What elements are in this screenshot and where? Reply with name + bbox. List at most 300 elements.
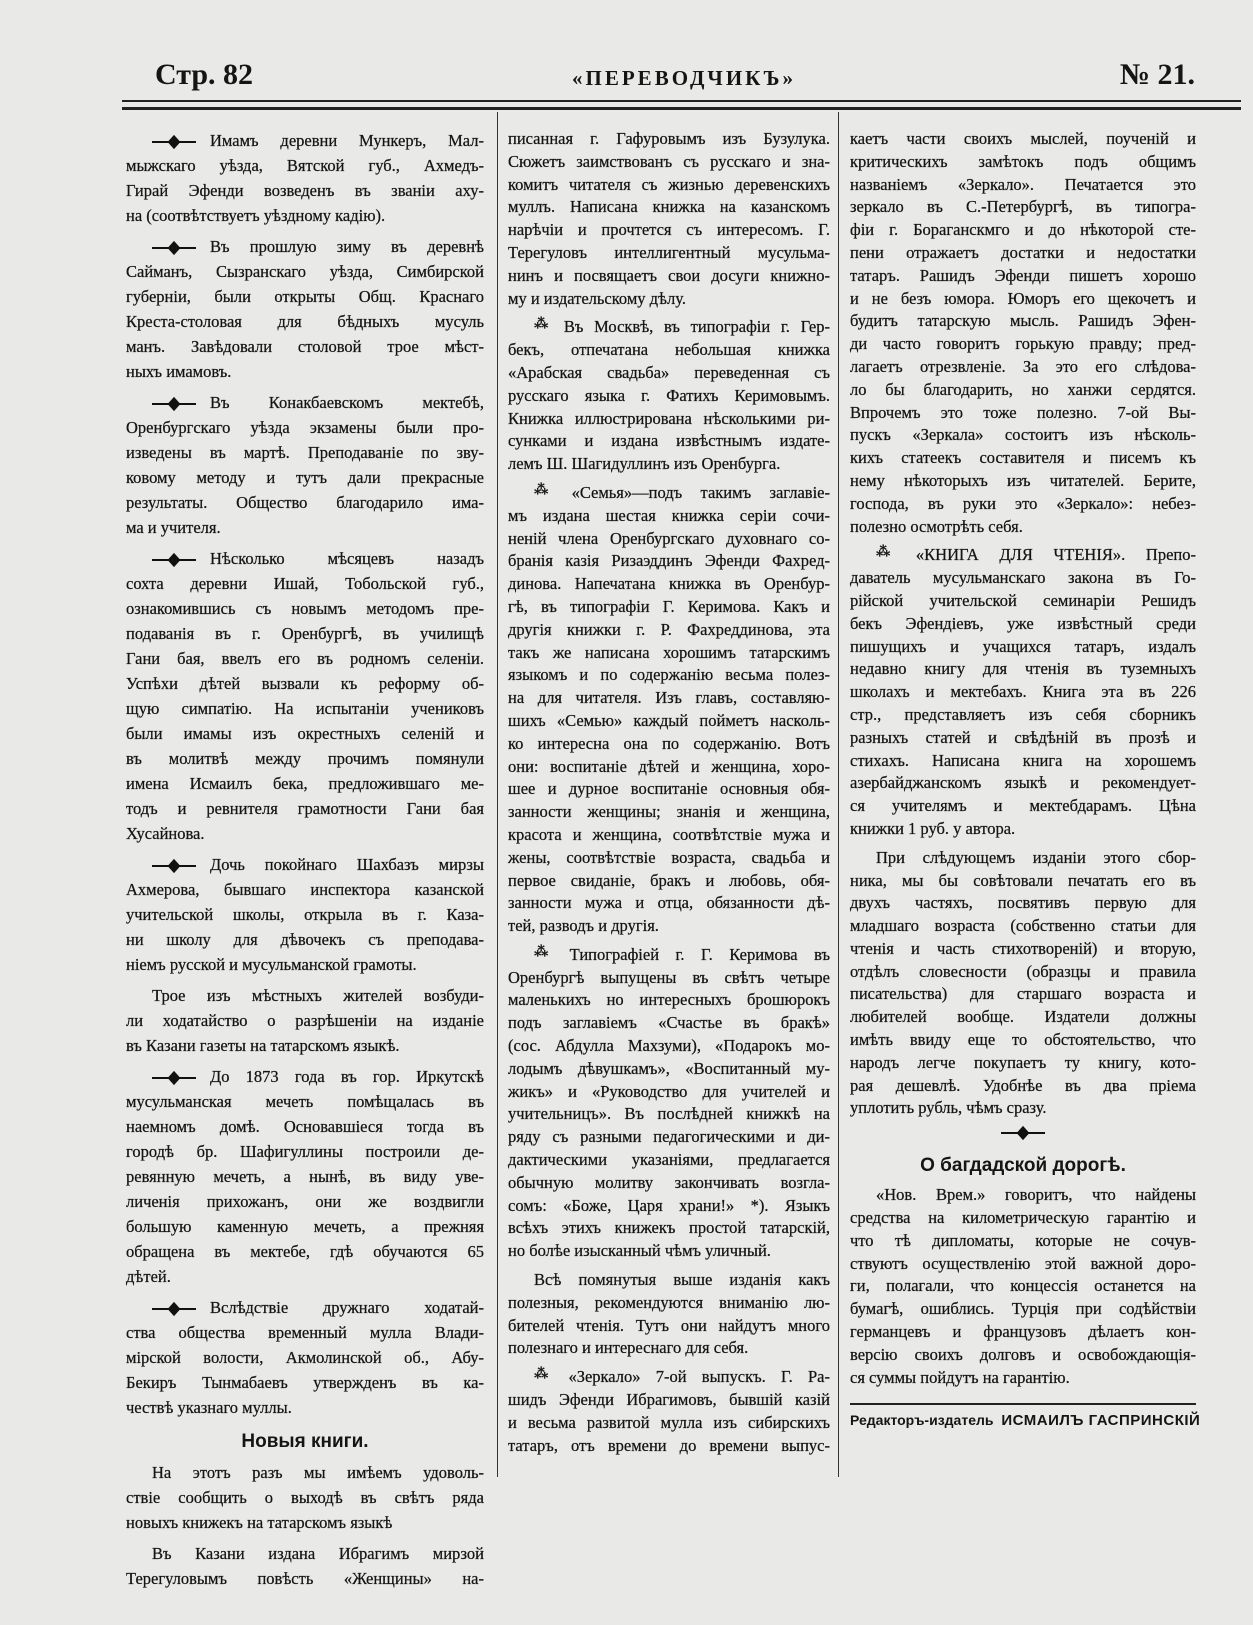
text-line — [850, 265, 1196, 288]
column-divider — [838, 112, 839, 1477]
text-line — [850, 128, 1196, 151]
text-line — [508, 915, 830, 938]
line-text: Вслѣдствіе дружнаго ходатай- — [210, 1298, 484, 1317]
line-text: татаръ, отъ времени до времени выпус- — [508, 1435, 830, 1455]
text-line — [850, 1052, 1196, 1075]
text-line — [508, 710, 830, 733]
article-paragraph — [850, 544, 1196, 840]
line-text: Имамъ деревни Мункеръ, Мал- — [210, 131, 484, 150]
text-line — [126, 1089, 484, 1114]
line-text: шее и дурное воспитаніе основныя обя- — [508, 779, 830, 799]
text-line — [850, 470, 1196, 493]
line-text: разныхъ статей и свѣдѣній въ прозѣ и — [850, 727, 1196, 747]
line-text: первое свиданіе, бракъ и любовь, обя- — [508, 870, 830, 890]
text-line — [850, 493, 1196, 516]
text-line — [850, 1367, 1196, 1390]
line-text: подъ заглавіемъ «Счастье въ бракѣ» — [508, 1013, 830, 1033]
line-text: господа, въ руки это «Зеркало»: небез- — [850, 493, 1196, 513]
text-line — [126, 1008, 484, 1033]
text-line — [508, 1366, 830, 1389]
line-text: школахъ и мектебахъ. Книга эта въ 226 — [850, 682, 1196, 702]
asterism-icon: ⁂ — [534, 317, 556, 333]
text-line — [850, 196, 1196, 219]
text-line — [508, 1035, 830, 1058]
text-line — [850, 750, 1196, 773]
article-paragraph — [126, 852, 484, 977]
text-line — [126, 1320, 484, 1345]
article-paragraph — [508, 316, 830, 476]
text-line — [508, 219, 830, 242]
ornament-divider — [850, 1126, 1196, 1144]
text-line — [508, 1081, 830, 1104]
text-line — [508, 1012, 830, 1035]
line-text: результаты. Общество благодарило има- — [126, 493, 484, 512]
text-line — [850, 219, 1196, 242]
text-line — [126, 490, 484, 515]
text-line — [508, 642, 830, 665]
article-paragraph — [126, 1295, 484, 1420]
text-line — [850, 1097, 1196, 1120]
text-line — [508, 1315, 830, 1338]
text-line — [850, 379, 1196, 402]
text-line — [126, 852, 484, 877]
text-line — [126, 696, 484, 721]
line-text: неній члена Оренбургскаго духовнаго со- — [508, 528, 830, 548]
text-line — [850, 892, 1196, 915]
newspaper-title: «ПЕРЕВОДЧИКЪ» — [572, 66, 796, 90]
line-text: маленькихъ но интересныхъ брошюрокъ — [508, 990, 830, 1010]
line-text: средства на километрическую гарантію и — [850, 1208, 1196, 1228]
text-line — [126, 621, 484, 646]
line-text: стр., представляетъ изъ себя сборникъ — [850, 704, 1196, 724]
text-line — [850, 658, 1196, 681]
line-text: стихахъ. Написана книга на хорошемъ — [850, 750, 1196, 770]
text-line — [126, 1370, 484, 1395]
text-line — [508, 316, 830, 339]
text-line — [850, 636, 1196, 659]
text-line — [850, 151, 1196, 174]
line-text: имѣть ввиду еще то обстоятельство, что — [850, 1030, 1196, 1050]
text-line — [508, 664, 830, 687]
line-text: Въ Москвѣ, въ типографіи г. Гер- — [563, 317, 830, 337]
text-line — [508, 1240, 830, 1263]
text-line — [850, 938, 1196, 961]
line-text: Терегуловъ интеллигентный мусульма- — [508, 242, 830, 262]
line-text: лодымъ дѣвушкамъ», «Воспитанный му- — [508, 1058, 830, 1078]
line-text: ся суммы пойдутъ на гарантію. — [850, 1367, 1070, 1387]
line-text: и не безъ юмора. Юморъ его щекочетъ и — [850, 288, 1196, 308]
text-line — [508, 1103, 830, 1126]
text-line — [508, 1389, 830, 1412]
line-text: губерніи, были открыты Общ. Краснаго — [126, 287, 484, 306]
text-line — [508, 1058, 830, 1081]
line-text: красота и женщина, соотвѣтствіе мужа и — [508, 824, 830, 844]
text-line — [850, 1207, 1196, 1230]
header-rule-thick — [122, 107, 1241, 110]
text-line — [508, 733, 830, 756]
line-text: въ Казани газеты на татарскомъ языкѣ. — [126, 1036, 400, 1055]
text-line — [126, 571, 484, 596]
line-text: манъ. Завѣдовали столовой трое мѣст- — [126, 337, 484, 356]
text-line — [126, 515, 484, 540]
issue-number: № 21. — [1119, 58, 1195, 91]
text-line — [126, 1214, 484, 1239]
asterism-icon: ⁂ — [534, 482, 564, 498]
line-text: ряду съ разными педагогическими и ди- — [508, 1127, 830, 1147]
line-text: ко интересна она по содержанію. Вотъ — [508, 733, 830, 753]
text-line — [850, 1006, 1196, 1029]
text-line — [850, 613, 1196, 636]
article-paragraph — [508, 1366, 830, 1457]
text-line — [508, 1269, 830, 1292]
text-line — [126, 1239, 484, 1264]
line-text: бумагѣ, ошиблись. Турція при содѣйствіи — [850, 1299, 1196, 1319]
section-heading: Новыя книги. — [241, 1431, 369, 1452]
line-text: чтенія и часть стихотвореній) и вторую, — [850, 938, 1196, 958]
line-text: При слѣдующемъ изданіи этого сбор- — [876, 847, 1196, 867]
line-text: ніемъ русской и мусульманской грамоты. — [126, 955, 417, 974]
asterism-icon: ⁂ — [876, 545, 908, 561]
line-text: сохта деревни Ишай, Тобольской губ., — [126, 574, 484, 593]
text-line — [126, 746, 484, 771]
text-line — [126, 284, 484, 309]
line-text: Хусайнова. — [126, 824, 205, 843]
text-line — [126, 1295, 484, 1320]
article-paragraph — [126, 983, 484, 1058]
text-line — [508, 505, 830, 528]
text-line — [126, 1485, 484, 1510]
text-line — [508, 196, 830, 219]
line-text: ковому методу и тутъ дали прекрасные — [126, 468, 484, 487]
text-line — [126, 671, 484, 696]
text-line — [126, 1064, 484, 1089]
text-line — [508, 778, 830, 801]
column-1 — [126, 128, 484, 1597]
line-text: рійской учительской семинаріи Решидъ — [850, 590, 1196, 610]
text-line — [850, 1230, 1196, 1253]
line-text: комитъ читателя съ жизнью деревенскихъ — [508, 174, 830, 194]
line-text: городѣ бр. Шафигуллины построили де- — [126, 1142, 484, 1161]
article-paragraph — [126, 1064, 484, 1289]
text-line — [126, 952, 484, 977]
line-text: сомъ: «Боже, Царя храни!» *). Языкъ — [508, 1195, 830, 1215]
text-line — [850, 1184, 1196, 1207]
text-line — [850, 847, 1196, 870]
line-text: занности мужа и отца, обязанности дѣ- — [508, 893, 830, 913]
line-text: Трое изъ мѣстныхъ жителей возбуди- — [152, 986, 484, 1005]
text-line — [126, 1345, 484, 1370]
line-text: Сайманъ, Сызранскаго уѣзда, Симбирской — [126, 262, 484, 281]
text-line — [508, 870, 830, 893]
line-text: младшаго возраста (собственно статьи для — [850, 916, 1196, 936]
line-text: Креста-столовая для бѣдныхъ мусуль — [126, 312, 484, 331]
line-text: До 1873 года въ гор. Иркутскѣ — [210, 1067, 484, 1086]
article-paragraph — [126, 128, 484, 228]
text-line — [850, 1253, 1196, 1276]
line-text: любителей вообще. Издатели должны — [850, 1007, 1196, 1027]
article-paragraph — [126, 234, 484, 384]
column-2 — [508, 128, 830, 1463]
text-line — [126, 821, 484, 846]
line-text: будитъ татарскую мысль. Рашидъ Эфен- — [850, 311, 1196, 331]
text-line — [508, 847, 830, 870]
line-text: на для читателя. Изъ главъ, составляю- — [508, 688, 830, 708]
line-text: жикъ» и «Руководство для учителей и — [508, 1081, 830, 1101]
text-line — [508, 528, 830, 551]
text-line — [850, 174, 1196, 197]
text-line — [508, 1149, 830, 1172]
line-text: Книжка иллюстрирована нѣсколькими ри- — [508, 408, 830, 428]
text-line — [508, 892, 830, 915]
article-paragraph — [850, 128, 1196, 538]
line-text: книжки 1 руб. у автора. — [850, 818, 1016, 838]
text-line — [126, 234, 484, 259]
line-text: тодъ и ревнителя грамотности Гани бая — [126, 799, 484, 818]
text-line — [508, 801, 830, 824]
text-line — [850, 590, 1196, 613]
line-text: ознакомившись съ новымъ методомъ пре- — [126, 599, 484, 618]
text-line — [850, 915, 1196, 938]
text-line — [850, 795, 1196, 818]
line-text: нарѣчіи и прочтется съ интересомъ. Г. — [508, 220, 830, 240]
line-text: Нѣсколько мѣсяцевъ назадъ — [210, 549, 484, 568]
text-line — [850, 772, 1196, 795]
line-text: бекъ, отпечатана небольшая книжка — [508, 340, 830, 360]
diamond-bullet-icon — [152, 553, 196, 567]
line-text: полезнаго и интереснаго для себя. — [508, 1338, 749, 1358]
line-text: пени отражаетъ достатки и недостатки — [850, 242, 1196, 262]
text-line — [126, 877, 484, 902]
text-line — [850, 983, 1196, 1006]
article-paragraph — [508, 944, 830, 1263]
line-text: двухъ частяхъ, посвятивъ первую для — [850, 893, 1196, 913]
text-line — [126, 927, 484, 952]
line-text: версію своихъ долговъ и освобождающія- — [850, 1344, 1196, 1364]
text-line — [126, 1033, 484, 1058]
line-text: каетъ части своихъ мыслей, поученій и — [850, 129, 1196, 148]
article-paragraph — [508, 482, 830, 938]
line-text: лагаетъ отрезвленіе. За это его слѣдова- — [850, 356, 1196, 376]
line-text: му и издательскому дѣлу. — [508, 288, 686, 308]
line-text: щую симпатію. На испытаніи учениковъ — [126, 699, 484, 718]
line-text: мірской волости, Акмолинской об., Абу- — [126, 1348, 484, 1367]
article-paragraph — [126, 390, 484, 540]
line-text: учительской школы, открыла въ г. Каза- — [126, 905, 484, 924]
text-line — [126, 178, 484, 203]
text-line — [508, 430, 830, 453]
text-line — [508, 265, 830, 288]
line-text: занности женщины; знанія и женщина, — [508, 802, 830, 822]
text-line — [850, 310, 1196, 333]
line-text: муллъ. Написана книжка на казанскомъ — [508, 197, 830, 217]
page-header — [155, 52, 1213, 96]
text-line — [508, 288, 830, 311]
text-line — [126, 1566, 484, 1591]
line-text: фіи г. Бораганскмго и до нѣкоторой сте- — [850, 220, 1196, 240]
line-text: сунками и издана извѣстнымъ издате- — [508, 431, 830, 451]
text-line — [126, 1189, 484, 1214]
line-text: на (соотвѣтствуетъ уѣздному кадію). — [126, 206, 386, 225]
diamond-bullet-icon — [152, 241, 196, 255]
asterism-icon: ⁂ — [534, 1367, 561, 1383]
text-line — [850, 516, 1196, 539]
line-text: ствіе сообщить о выходѣ въ свѣтъ ряда — [126, 1488, 484, 1507]
article-paragraph — [126, 1541, 484, 1591]
text-line — [850, 1344, 1196, 1367]
line-text: лемъ Ш. Шагидуллинъ изъ Оренбурга. — [508, 454, 781, 474]
line-text: ли ходатайство о разрѣшеніи на изданіе — [126, 1011, 484, 1030]
line-text: полезно осмотрѣть себя. — [850, 516, 1023, 536]
text-line — [126, 128, 484, 153]
text-line — [508, 151, 830, 174]
text-line — [508, 1435, 830, 1458]
asterism-icon: ⁂ — [534, 944, 562, 960]
text-line — [508, 482, 830, 505]
line-text: бекъ Эфендіевъ, уже извѣстный среди — [850, 613, 1196, 633]
text-line — [126, 1510, 484, 1535]
line-text: рая дешевлѣ. Удобнѣе въ два пріема — [850, 1075, 1196, 1095]
header-rule — [122, 100, 1241, 102]
text-line — [126, 1164, 484, 1189]
line-text: Въ Конакбаевскомъ мектебѣ, — [210, 393, 484, 412]
column-3 — [850, 128, 1201, 1430]
text-line — [850, 567, 1196, 590]
line-text: нинъ и посвящаетъ свои досуги книжно- — [508, 265, 830, 285]
line-text: ства общества временный мулла Влади- — [126, 1323, 484, 1342]
article-paragraph — [126, 1460, 484, 1535]
line-text: мыжскаго уѣзда, Вятской губ., Ахмедъ- — [126, 156, 484, 175]
text-line — [126, 646, 484, 671]
line-text: недавно книгу для чтенія въ туземныхъ — [850, 659, 1196, 679]
text-line — [850, 1275, 1196, 1298]
text-line — [508, 385, 830, 408]
line-text: ревянную мечеть, а нынѣ, въ виду уве- — [126, 1167, 484, 1186]
line-text: ника, мы бы совѣтовали печатать его въ — [850, 870, 1196, 890]
line-text: названіемъ «Зеркало». Печатается это — [850, 174, 1196, 194]
line-text: они: воспитаніе дѣтей и женщина, хоро- — [508, 756, 830, 776]
line-text: Оренбургскаго уѣзда экзамены были про- — [126, 418, 484, 437]
line-text: всѣхъ этихъ книжекъ простой татарскій, — [508, 1218, 830, 1238]
line-text: русскаго языка г. Фатихъ Керимовымъ. — [508, 385, 830, 405]
line-text: «КНИГА ДЛЯ ЧТЕНІЯ». Препо- — [915, 545, 1196, 565]
text-line — [508, 174, 830, 197]
text-line — [508, 242, 830, 265]
text-line — [508, 756, 830, 779]
text-line — [126, 721, 484, 746]
line-text: ло бы благодарить, но ханжи сердятся. — [850, 379, 1196, 399]
line-text: ни школу для дѣвочекъ съ преподава- — [126, 930, 484, 949]
line-text: Дочь покойнаго Шахбазъ мирзы — [210, 855, 484, 874]
line-text: ныхъ имамовъ. — [126, 362, 232, 381]
line-text: динова. Напечатана книжка въ Оренбур- — [508, 574, 830, 594]
text-line — [126, 153, 484, 178]
line-text: «Зеркало» 7-ой выпускъ. Г. Ра- — [568, 1367, 830, 1387]
line-text: народъ легче покупаетъ ту книгу, кото- — [850, 1052, 1196, 1072]
line-text: нему нѣкоторыхъ изъ читателей. Берите, — [850, 470, 1196, 490]
line-text: полезныя, рекомендуются вниманію лю- — [508, 1292, 830, 1312]
line-text: ги, полагали, что концессія останется на — [850, 1276, 1196, 1296]
text-line — [850, 1321, 1196, 1344]
text-line — [850, 681, 1196, 704]
line-text: ся учителямъ и мектебдарамъ. Цѣна — [850, 796, 1196, 816]
line-text: Успѣхи дѣтей вызвали къ реформу об- — [126, 674, 484, 693]
line-text: учительницъ». Въ послѣдней книжкѣ на — [508, 1104, 830, 1124]
line-text: уплотить рубль, чѣмъ сразу. — [850, 1098, 1047, 1118]
text-line — [508, 944, 830, 967]
text-line — [508, 1195, 830, 1218]
text-line — [850, 1075, 1196, 1098]
text-line — [508, 1126, 830, 1149]
article-paragraph — [508, 128, 830, 310]
text-line — [850, 870, 1196, 893]
line-text: шихъ «Семью» каждый пойметъ насколь- — [508, 710, 830, 730]
line-text: даватель мусульманскаго закона въ Го- — [850, 568, 1196, 588]
text-line — [508, 573, 830, 596]
page-number: Стр. 82 — [155, 58, 254, 91]
line-text: и весьма развитой мулла изъ сибирскихъ — [508, 1412, 830, 1432]
text-line — [126, 415, 484, 440]
line-text: Гирай Эфенди возведенъ въ званіи аху- — [126, 181, 484, 200]
text-line — [126, 546, 484, 571]
text-line — [508, 362, 830, 385]
line-text: Бекиръ Тынмабаевъ утвержденъ въ ка- — [126, 1373, 484, 1392]
article-paragraph — [508, 1269, 830, 1360]
text-line — [126, 309, 484, 334]
line-text: Всѣ помянутыя выше изданія какъ — [534, 1270, 830, 1290]
editor-name: ИСМАИЛЪ ГАСПРИНСКІЙ — [1001, 1412, 1201, 1430]
text-line — [126, 596, 484, 621]
text-line — [508, 1412, 830, 1435]
line-text: «Арабская свадьба» переведенная съ — [508, 362, 830, 382]
text-line — [508, 989, 830, 1012]
text-line — [126, 334, 484, 359]
editor-credit — [850, 1403, 1201, 1430]
line-text: тей, разводъ и другія. — [508, 916, 659, 936]
line-text: дактическими указаніями, предлагается — [508, 1150, 830, 1170]
line-text: Въ прошлую зиму въ деревнѣ — [210, 237, 484, 256]
line-text: Сюжетъ заимствованъ съ русскаго и зна- — [508, 151, 830, 171]
line-text: что тѣ дипломаты, которые не сочув- — [850, 1230, 1196, 1250]
text-line — [850, 961, 1196, 984]
article-paragraph — [850, 1184, 1196, 1389]
diamond-ornament-icon — [1001, 1126, 1045, 1140]
line-text: Въ Казани издана Ибрагимъ мирзой — [152, 1544, 484, 1563]
text-line — [850, 818, 1196, 841]
line-text: писательства) для старшаго возраста и — [850, 984, 1196, 1004]
text-line — [850, 333, 1196, 356]
line-text: пускъ «Зеркала» состоитъ изъ нѣсколь- — [850, 425, 1196, 445]
text-line — [126, 1395, 484, 1420]
line-text: «Нов. Врем.» говоритъ, что найдены — [876, 1185, 1196, 1205]
line-text: отдѣлъ словесности (образцы и правила — [850, 961, 1196, 981]
line-text: (сос. Абдулла Махзуми), «Подарокъ мо- — [508, 1036, 830, 1056]
text-line — [850, 544, 1196, 567]
line-text: татаръ. Рашидъ Эфенди пишетъ хорошо — [850, 265, 1196, 285]
line-text: но болѣе изысканный чѣмъ уличный. — [508, 1241, 771, 1261]
text-line — [126, 1139, 484, 1164]
text-line — [508, 1337, 830, 1360]
text-line — [126, 259, 484, 284]
text-line — [850, 242, 1196, 265]
text-line — [508, 1217, 830, 1240]
diamond-bullet-icon — [152, 1071, 196, 1085]
text-line — [508, 453, 830, 476]
text-line — [508, 408, 830, 431]
line-text: такъ же написана хорошимъ татарскимъ — [508, 642, 830, 662]
line-text: ствуютъ осуществленію этой важной доро- — [850, 1253, 1196, 1273]
line-text: бранія казія Ризаэддинъ Эфенди Фахред- — [508, 551, 830, 571]
text-line — [850, 447, 1196, 470]
